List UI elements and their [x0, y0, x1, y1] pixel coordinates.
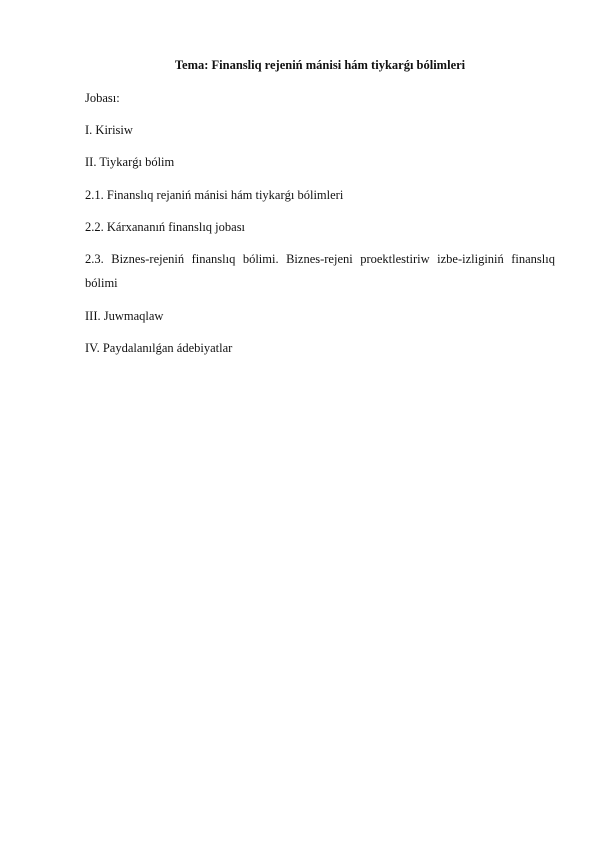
- contents-item-2-3: 2.3. Biznes-rejeniń finanslıq bólimi. Biznes-rejeni proektlestiriw izbe-izliginiń finanslıq bólimi: [85, 252, 555, 290]
- contents-item-main-part: II. Tiykarǵı bólim: [85, 155, 175, 169]
- contents-item-2-1: 2.1. Finanslıq rejaniń mánisi hám tiykarǵı bólimleri: [85, 188, 344, 202]
- document-title: Tema: Finansliq rejeniń mánisi hám tiykarǵı bólimleri: [174, 58, 466, 72]
- contents-item-intro: I. Kirisiw: [85, 123, 133, 137]
- contents-label: Jobası:: [85, 91, 120, 105]
- contents-item-references: IV. Paydalanılǵan ádebiyatlar: [85, 341, 233, 355]
- contents-item-conclusion: III. Juwmaqlaw: [85, 309, 164, 323]
- contents-item-2-2: 2.2. Kárxananıń finanslıq jobası: [85, 220, 246, 234]
